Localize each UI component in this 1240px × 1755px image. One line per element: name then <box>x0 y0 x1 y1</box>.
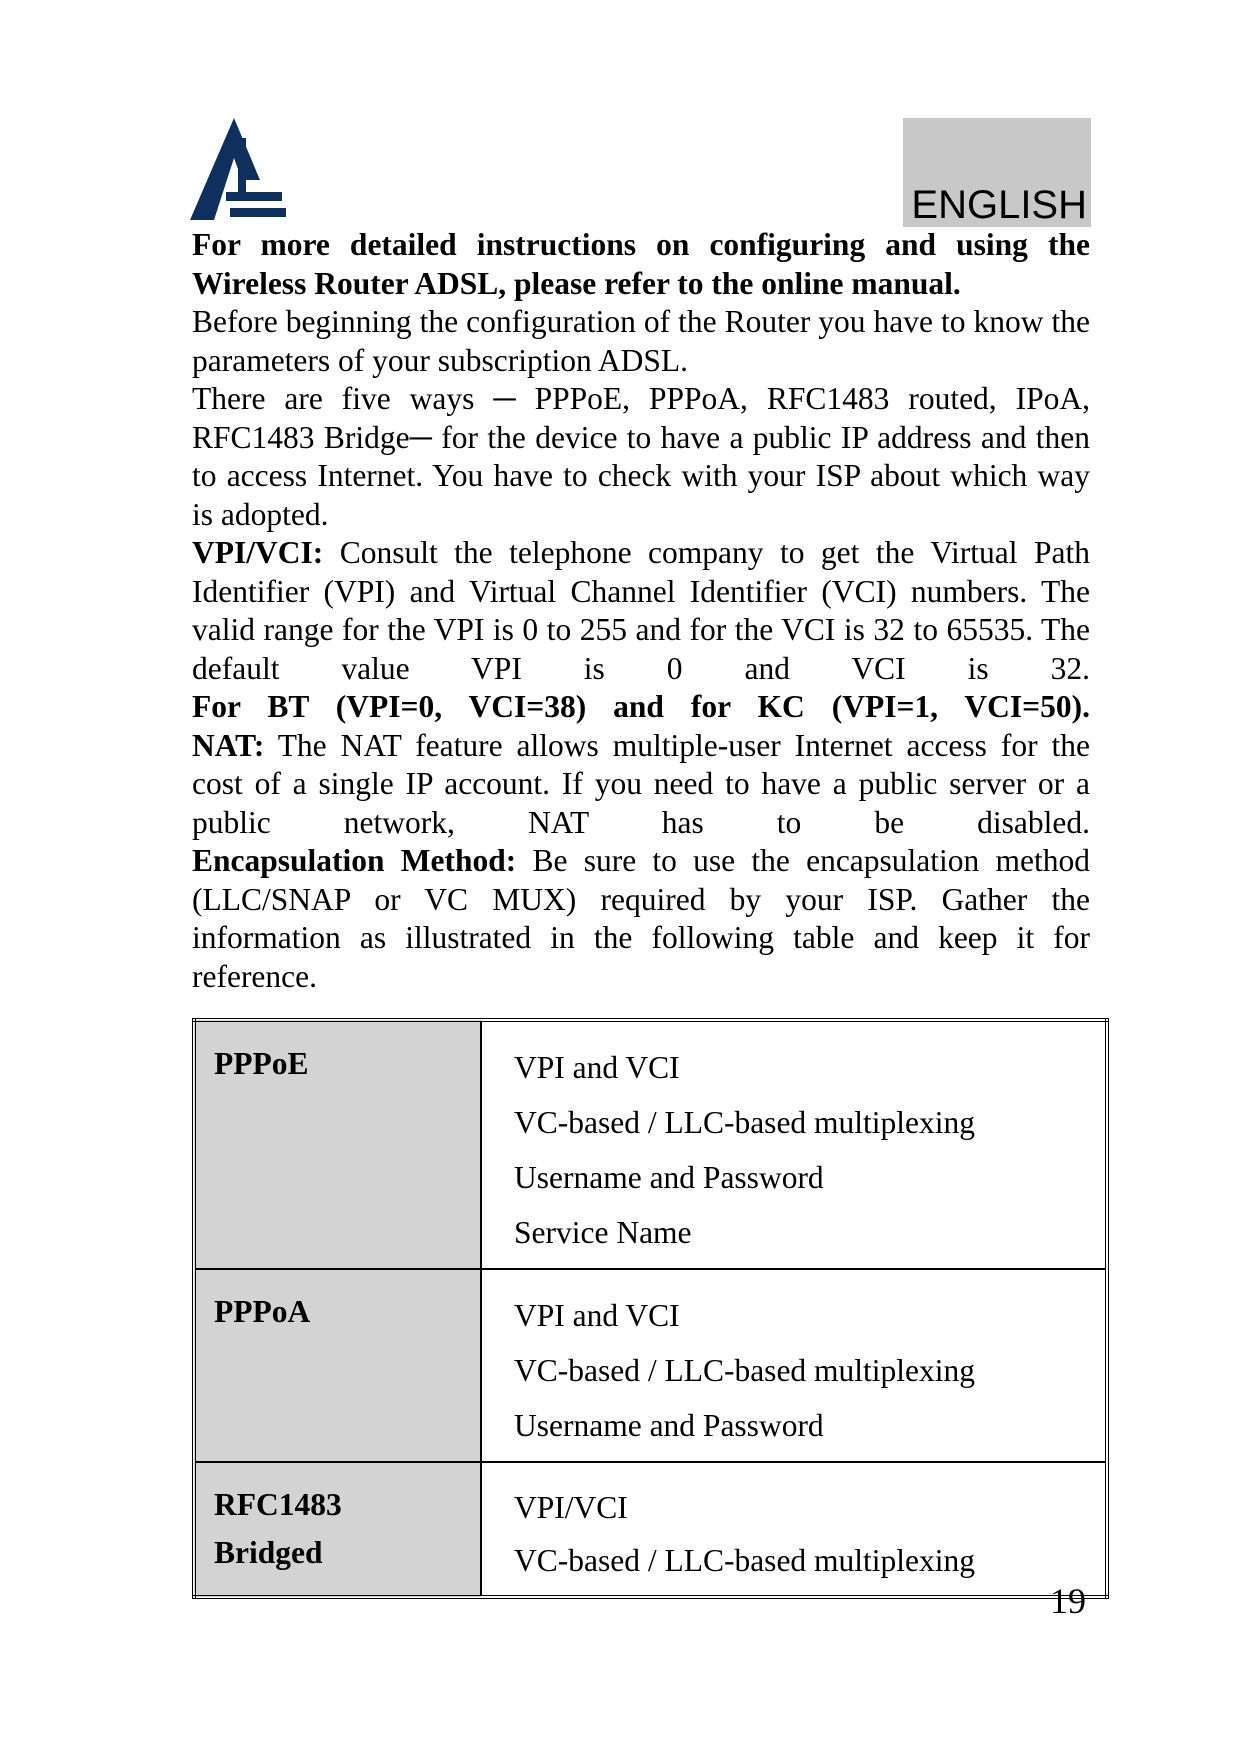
encapsulation-label: Encapsulation Method: <box>192 843 517 878</box>
atlantis-a-logo-icon <box>190 118 286 220</box>
bold-notice-paragraph <box>192 226 1090 303</box>
params-cell <box>481 1269 1107 1462</box>
param-item: Username and Password <box>514 1160 824 1195</box>
param-item: VPI/VCI <box>514 1490 628 1525</box>
bold-notice: For more detailed instructions on configuring and using the Wireless Router ADSL, please refer to the online manual. <box>192 227 1090 301</box>
mode-label: PPPoE <box>214 1046 309 1081</box>
ways-paragraph: There are five ways ─ PPPoE, PPPoA, RFC1483 routed, IPoA, RFC1483 Bridge─ for the device to have a public IP address and then to access Internet. You have to check with your ISP about which way is adopted. <box>192 381 1090 532</box>
bt-kc-paragraph <box>192 688 1090 727</box>
vpi-vci-text: Consult the telephone company to get the Virtual Path Identifier (VPI) and Virtual Channel Identifier (VCI) numbers. The valid range for the VPI is 0 to 255 and for the VCI is 32 to 65535. The default value VPI is 0 and VCI is 32. <box>192 535 1090 686</box>
language-badge <box>903 118 1091 227</box>
params-cell <box>481 1462 1107 1597</box>
page-number: 19 <box>1050 1581 1086 1621</box>
table-row <box>194 1269 1107 1462</box>
mode-cell <box>194 1462 481 1597</box>
bt-kc-values: For BT (VPI=0, VCI=38) and for KC (VPI=1, VCI=50). <box>192 689 1090 724</box>
encapsulation-paragraph <box>192 842 1090 996</box>
nat-paragraph <box>192 727 1090 843</box>
table-row <box>194 1020 1107 1269</box>
language-label: ENGLISH <box>911 183 1087 227</box>
encapsulation-text: Be sure to use the encapsulation method (LLC/SNAP or VC MUX) required by your ISP. Gather the information as illustrated in the following table and keep it for reference. <box>192 843 1090 994</box>
params-cell <box>481 1020 1107 1269</box>
before-paragraph: Before beginning the configuration of the Router you have to know the parameters of your subscription ADSL. <box>192 304 1090 378</box>
nat-label: NAT: <box>192 727 265 763</box>
param-item: Service Name <box>514 1215 692 1250</box>
vpi-vci-paragraph <box>192 534 1090 688</box>
vpi-vci-label: VPI/VCI: <box>192 535 324 570</box>
param-item: VPI and VCI <box>514 1298 680 1333</box>
table-row <box>194 1462 1107 1597</box>
nat-text: The NAT feature allows multiple-user Internet access for the cost of a single IP account. If you need to have a public server or a public network, NAT has to be disabled. <box>192 727 1090 840</box>
mode-cell <box>194 1269 481 1462</box>
mode-label: PPPoA <box>214 1294 311 1329</box>
param-item: VC-based / LLC-based multiplexing <box>514 1543 976 1578</box>
mode-cell <box>194 1020 481 1269</box>
body-text <box>192 226 1090 996</box>
param-item: Username and Password <box>514 1408 824 1443</box>
param-item: VC-based / LLC-based multiplexing <box>514 1105 976 1140</box>
param-item: VPI and VCI <box>514 1050 680 1085</box>
mode-label: RFC1483 <box>214 1487 342 1522</box>
param-item: VC-based / LLC-based multiplexing <box>514 1353 976 1388</box>
connection-parameters-table <box>192 1018 1109 1599</box>
mode-label: Bridged <box>214 1535 323 1570</box>
